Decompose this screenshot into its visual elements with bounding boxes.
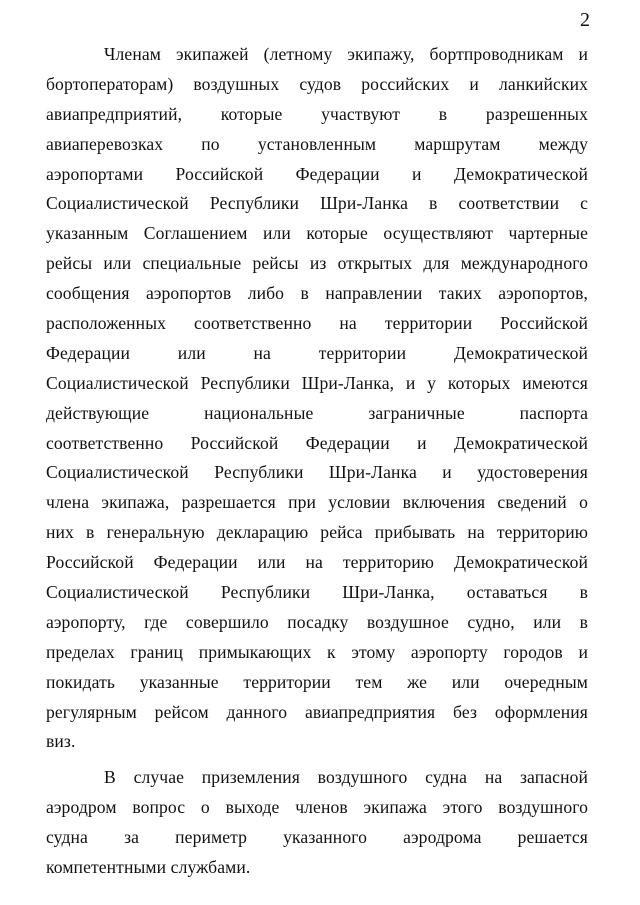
text-line: соответственно Российской Федерации и Демократической <box>46 432 588 453</box>
paragraph-crew-entry <box>46 40 588 757</box>
text-line: авиапредприятий, которые участвуют в разрешенных <box>46 103 588 124</box>
text-line: покидать указанные территории тем же или очередным <box>46 671 588 692</box>
text-line: указанным Соглашением или которые осуществляют чартерные <box>46 223 588 244</box>
text-line: Российской Федерации или на территорию Демократической <box>46 552 588 573</box>
text-line: расположенных соответственно на территории Российской <box>46 313 588 334</box>
text-line: сообщения аэропортов либо в направлении таких аэропортов, <box>46 283 588 304</box>
text-line: Федерации или на территории Демократической <box>46 342 588 363</box>
paragraph-alternate-airfield <box>46 763 588 883</box>
text-line: Социалистической Республики Шри-Ланка, и у которых имеются <box>46 372 588 393</box>
text-line: В случае приземления воздушного судна на запасной <box>104 767 588 787</box>
text-line: виз. <box>46 731 76 752</box>
text-line: члена экипажа, разрешается при условии включения сведений о <box>46 492 588 513</box>
text-line: аэропортами Российской Федерации и Демократической <box>46 163 588 184</box>
text-line: аэродром вопрос о выходе членов экипажа этого воздушного <box>46 796 588 817</box>
text-line: Социалистической Республики Шри-Ланка, оставаться в <box>46 582 588 603</box>
page-number: 2 <box>580 9 590 31</box>
text-line: бортоператорам) воздушных судов российских и ланкийских <box>46 73 588 94</box>
text-line: рейсы или специальные рейсы из открытых для международного <box>46 253 588 274</box>
text-line: авиаперевозках по установленным маршрутам между <box>46 133 588 154</box>
text-line: компетентными службами. <box>46 856 251 877</box>
text-line: Членам экипажей (летному экипажу, бортпроводникам и <box>104 44 588 64</box>
text-line: регулярным рейсом данного авиапредприятия без оформления <box>46 701 588 722</box>
text-line: аэропорту, где совершило посадку воздушное судно, или в <box>46 611 588 632</box>
text-line: Социалистической Республики Шри-Ланка и удостоверения <box>46 462 588 483</box>
text-line: них в генеральную декларацию рейса прибывать на территорию <box>46 522 588 543</box>
text-line: Социалистической Республики Шри-Ланка в соответствии с <box>46 193 588 214</box>
text-line: пределах границ примыкающих к этому аэропорту городов и <box>46 641 588 662</box>
text-line: действующие национальные заграничные паспорта <box>46 402 588 423</box>
text-line: судна за периметр указанного аэродрома решается <box>46 826 588 847</box>
